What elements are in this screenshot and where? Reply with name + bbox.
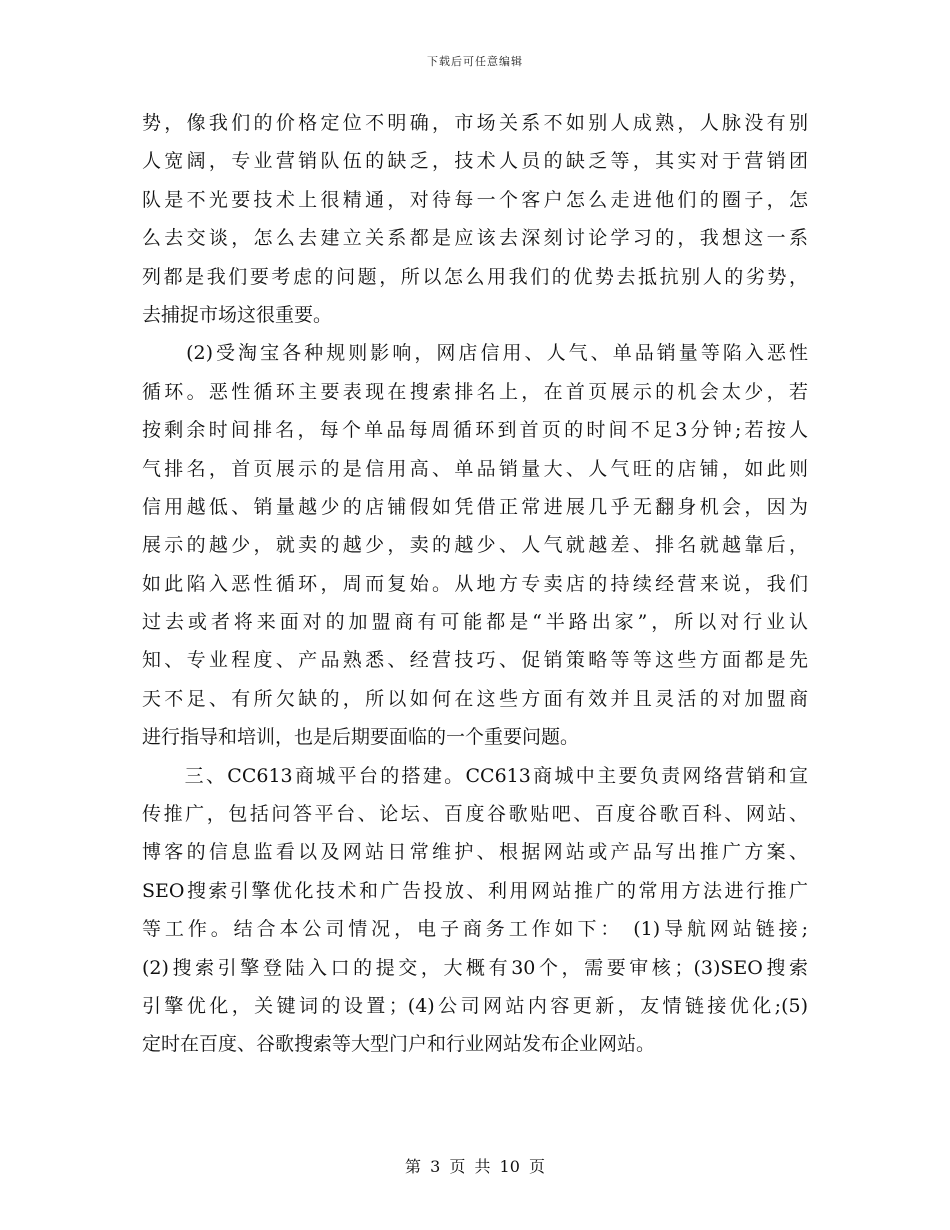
body-line: 定时在百度、谷歌搜索等大型门户和行业网站发布企业网站。 <box>142 1033 656 1056</box>
body-line: 气排名，首页展示的是信用高、单品销量大、人气旺的店铺，如此则 <box>142 457 808 480</box>
body-line: 列都是我们要考虑的问题，所以怎么用我们的优势去抵抗别人的劣势， <box>142 265 808 288</box>
page-header: 下载后可任意编辑 <box>427 55 523 68</box>
body-line: 天不足、有所欠缺的，所以如何在这些方面有效并且灵活的对加盟商 <box>142 687 808 710</box>
body-line: 去捕捉市场这很重要。 <box>142 303 333 326</box>
body-line: 进行指导和培训，也是后期要面临的一个重要问题。 <box>142 726 580 749</box>
body-line: (2)搜索引擎登陆入口的提交，大概有30个，需要审核；(3)SEO搜索 <box>142 956 808 979</box>
body-line: 传推广，包括问答平台、论坛、百度谷歌贴吧、百度谷歌百科、网站、 <box>142 803 808 826</box>
body-line: 循环。恶性循环主要表现在搜索排名上，在首页展示的机会太少，若 <box>142 380 808 403</box>
body-line: 博客的信息监看以及网站日常维护、根据网站或产品写出推广方案、 <box>142 841 808 864</box>
body-line: 么去交谈，怎么去建立关系都是应该去深刻讨论学习的，我想这一系 <box>142 227 808 250</box>
body-line: 势，像我们的价格定位不明确，市场关系不如别人成熟，人脉没有别 <box>142 112 808 134</box>
body-line: 信用越低、销量越少的店铺假如凭借正常进展几乎无翻身机会，因为 <box>142 495 808 518</box>
body-line: (2)受淘宝各种规则影响，网店信用、人气、单品销量等陷入恶性 <box>142 342 808 365</box>
body-line: 队是不光要技术上很精通，对待每一个客户怎么走进他们的圈子，怎 <box>142 188 808 211</box>
body-line: 过去或者将来面对的加盟商有可能都是“半路出家”，所以对行业认 <box>142 611 808 634</box>
page-number-footer: 第 3 页 共 10 页 <box>405 1157 545 1176</box>
body-line: 等工作。结合本公司情况，电子商务工作如下： (1)导航网站链接; <box>142 918 808 941</box>
body-line: 如此陷入恶性循环，周而复始。从地方专卖店的持续经营来说，我们 <box>142 572 808 595</box>
body-line: 引擎优化，关键词的设置；(4)公司网站内容更新，友情链接优化;(5) <box>142 994 808 1017</box>
body-line: 人宽阔，专业营销队伍的缺乏，技术人员的缺乏等，其实对于营销团 <box>142 150 808 173</box>
body-line: 三、CC613商城平台的搭建。CC613商城中主要负责网络营销和宣 <box>142 764 808 787</box>
document-body <box>142 104 808 1064</box>
body-line: 按剩余时间排名，每个单品每周循环到首页的时间不足3分钟;若按人 <box>142 419 808 442</box>
body-line: 展示的越少，就卖的越少，卖的越少、人气就越差、排名就越靠后， <box>142 534 808 557</box>
body-line: 知、专业程度、产品熟悉、经营技巧、促销策略等等这些方面都是先 <box>142 649 808 672</box>
body-line: SEO搜索引擎优化技术和广告投放、利用网站推广的常用方法进行推广 <box>142 879 808 902</box>
